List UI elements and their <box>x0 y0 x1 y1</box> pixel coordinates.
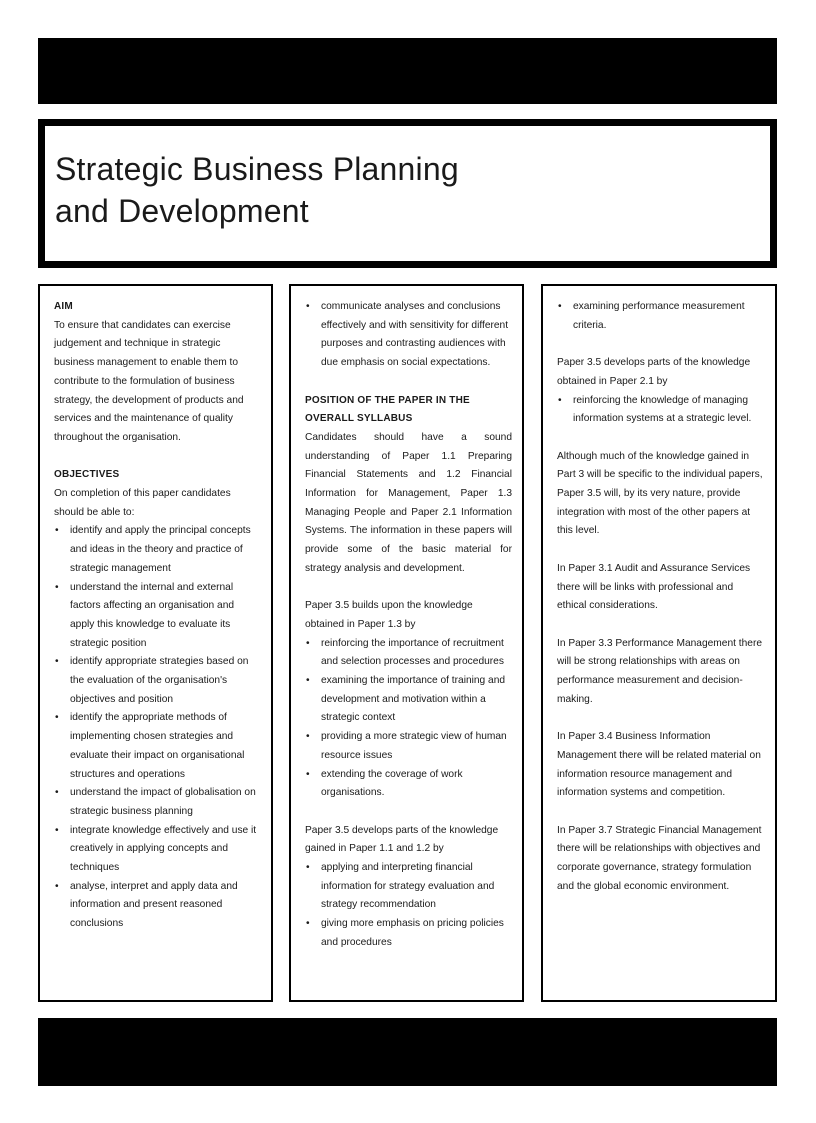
paper-3-7-text: In Paper 3.7 Strategic Financial Management there will be relationships with objectives and corporate governance, strategy formulation and the global economic environment. <box>557 824 762 892</box>
list-item: • understand the impact of globalisation on strategic business planning <box>54 784 261 821</box>
aim-text: To ensure that candidates can exercise judgement and technique in strategic business management to enable them to contribute to the formulation of business strategy, the development of products and services and the maintenance of quality throughout the organisation. <box>54 319 244 443</box>
list-item: • analyse, interpret and apply data and information and present reasoned conclusions <box>54 878 261 934</box>
list-item: • identify the appropriate methods of implementing chosen strategies and evaluate their impact on organisational structures and operations <box>54 709 261 784</box>
objectives-heading: OBJECTIVES <box>54 469 120 481</box>
list-item: • understand the internal and external factors affecting an organisation and apply this knowledge to evaluate its strategic position <box>54 579 261 654</box>
continued-list <box>305 298 512 373</box>
list-item: • extending the coverage of work organisations. <box>305 766 512 803</box>
builds-list <box>305 635 512 803</box>
page-title-line-2: and Development <box>55 193 309 229</box>
position-heading-line-1: POSITION OF THE PAPER IN THE <box>305 394 470 406</box>
list-item: • identify appropriate strategies based on the evaluation of the organisation's objectives and position <box>54 653 261 709</box>
paper-2-1-intro: Paper 3.5 develops parts of the knowledge obtained in Paper 2.1 by <box>557 357 751 387</box>
page-title-line-1: Strategic Business Planning <box>55 151 459 187</box>
column-2 <box>289 284 524 1002</box>
develops-list <box>305 859 512 953</box>
builds-intro: Paper 3.5 builds upon the knowledge obtained in Paper 1.3 by <box>305 600 473 630</box>
list-item: • reinforcing the importance of recruitment and selection processes and procedures <box>305 635 512 672</box>
list-item: • reinforcing the knowledge of managing information systems at a strategic level. <box>557 392 765 429</box>
paper-2-1-list <box>557 392 765 429</box>
header-bar <box>38 38 777 104</box>
footer-bar <box>38 1018 777 1086</box>
list-item: • examining performance measurement criteria. <box>557 298 765 335</box>
objectives-intro: On completion of this paper candidates should be able to: <box>54 488 231 518</box>
list-item: • providing a more strategic view of human resource issues <box>305 728 512 765</box>
continued-list <box>557 298 765 335</box>
column-1 <box>38 284 273 1002</box>
list-item: • identify and apply the principal concepts and ideas in the theory and practice of strategic management <box>54 522 261 578</box>
title-inner <box>45 126 770 261</box>
paper-3-1-text: In Paper 3.1 Audit and Assurance Services there will be links with professional and ethical considerations. <box>557 562 751 612</box>
list-item: • examining the importance of training and development and motivation within a strategic context <box>305 672 512 728</box>
paper-3-3-text: In Paper 3.3 Performance Management there will be strong relationships with areas on performance measurement and decision-making. <box>557 637 762 705</box>
title-box <box>38 119 777 268</box>
integration-text: Although much of the knowledge gained in Part 3 will be specific to the individual papers, Paper 3.5 will, by its very nature, provide integration with most of the other papers at this level. <box>557 450 763 537</box>
column-3 <box>541 284 777 1002</box>
aim-heading: AIM <box>54 301 73 312</box>
position-heading-line-2: OVERALL SYLLABUS <box>305 413 413 425</box>
list-item: • integrate knowledge effectively and use it creatively in applying concepts and techniques <box>54 822 261 878</box>
objectives-list <box>54 522 261 933</box>
position-text: Candidates should have a sound understanding of Paper 1.1 Preparing Financial Statements and 1.2 Financial Information for Management, Paper 1.3 Managing People and Paper 2.1 Information Systems. The information in these papers will provide some of the basic material for strategy analysis and development. <box>305 431 512 574</box>
list-item: • applying and interpreting financial information for strategy evaluation and strategy recommendation <box>305 859 512 915</box>
list-item: • communicate analyses and conclusions effectively and with sensitivity for different purposes and contrasting audiences with due emphasis on social expectations. <box>305 298 512 373</box>
list-item: • giving more emphasis on pricing policies and procedures <box>305 915 512 952</box>
develops-intro: Paper 3.5 develops parts of the knowledge gained in Paper 1.1 and 1.2 by <box>305 824 499 855</box>
paper-3-4-text: In Paper 3.4 Business Information Management there will be related material on information resource management and information systems and competition. <box>557 731 761 799</box>
